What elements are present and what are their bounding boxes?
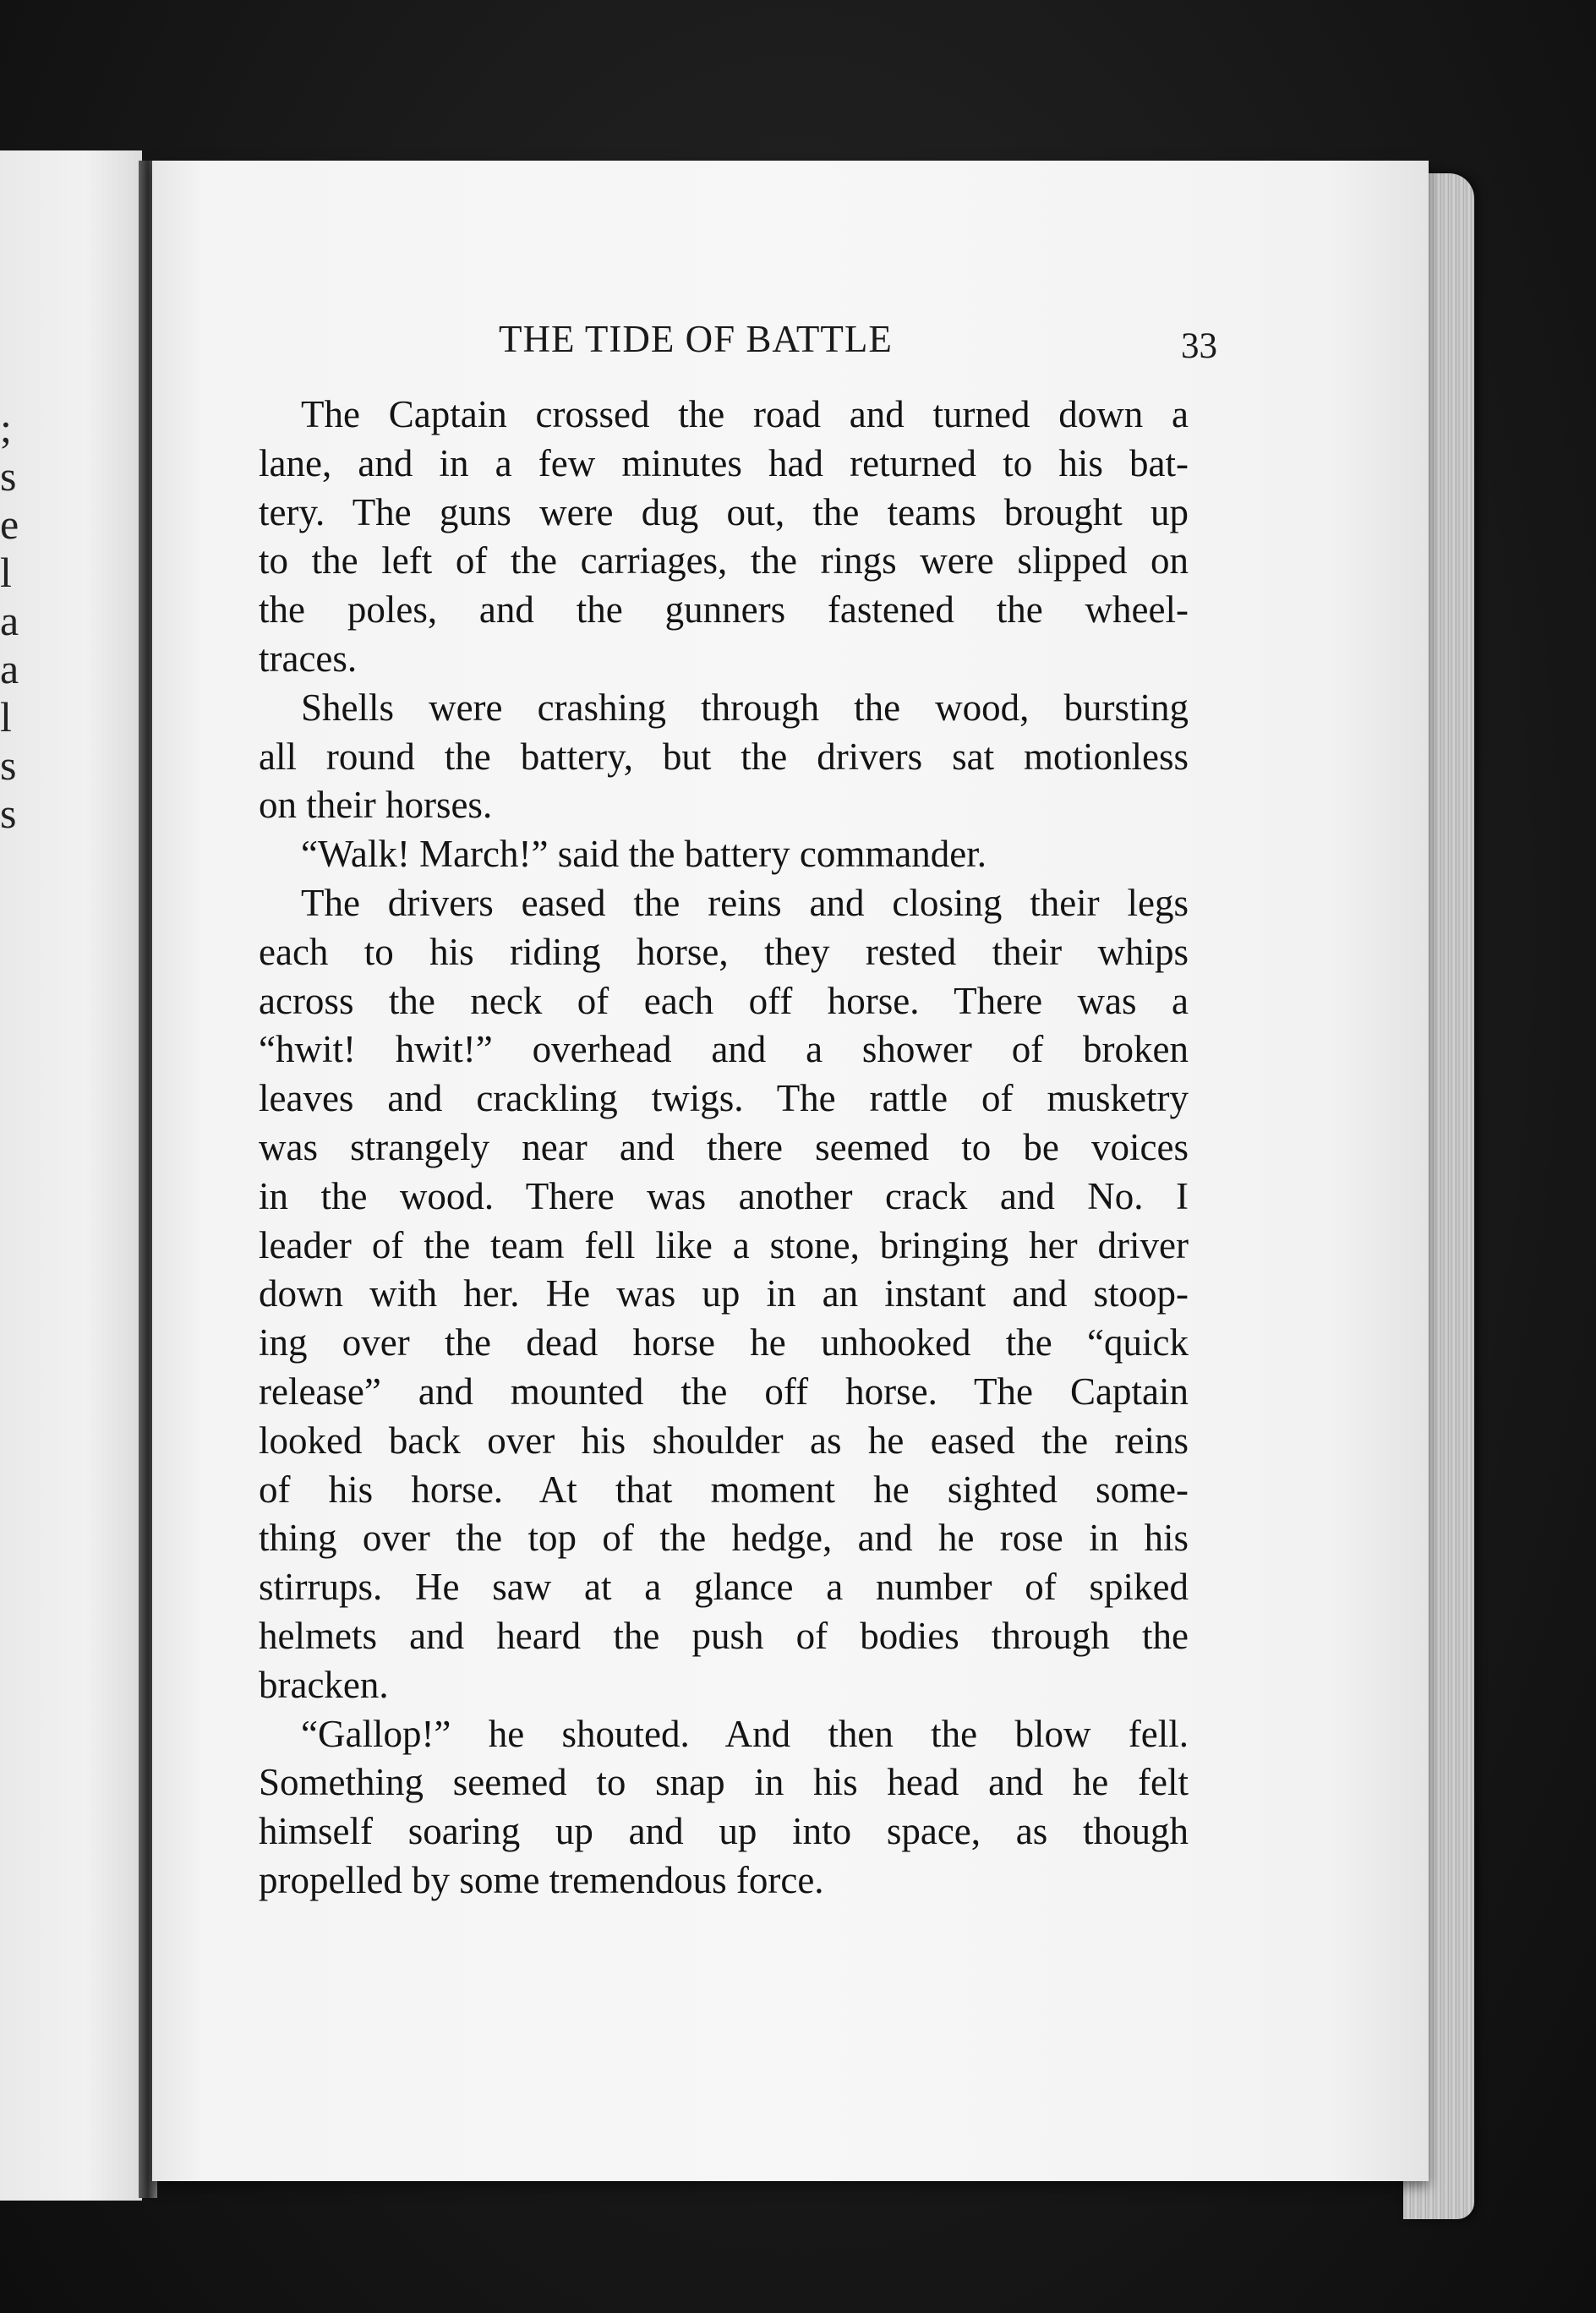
left-fragment: s <box>0 790 17 837</box>
text-line: on their horses. <box>259 784 493 827</box>
text-line: The Captain crossed the road and turned down a <box>301 393 1189 435</box>
left-fragment: l <box>0 549 12 596</box>
paragraph <box>259 1710 1189 1906</box>
text-line: The drivers eased the reins and closing their legs <box>301 881 1189 924</box>
text-line: Shells were crashing through the wood, bursting <box>301 686 1189 729</box>
text-line: in the wood. There was another crack and No. I <box>259 1174 1189 1217</box>
text-line: propelled by some tremendous force. <box>259 1858 824 1901</box>
text-line: “Gallop!” he shouted. And then the blow fell. <box>301 1712 1189 1755</box>
text-line: tery. The guns were dug out, the teams brought up <box>259 490 1189 533</box>
left-page-edge <box>0 150 142 2201</box>
paragraph <box>259 684 1189 830</box>
text-line: lane, and in a few minutes had returned to his bat- <box>259 441 1189 484</box>
left-fragment: a <box>0 645 19 692</box>
left-fragment: a <box>0 597 19 644</box>
text-line: all round the battery, but the drivers sat motionless <box>259 735 1189 778</box>
paragraph <box>259 830 1189 879</box>
text-line: the poles, and the gunners fastened the wheel- <box>259 588 1189 632</box>
text-line: thing over the top of the hedge, and he rose in his <box>259 1517 1189 1560</box>
text-line: of his horse. At that moment he sighted some- <box>259 1468 1189 1511</box>
text-line: each to his riding horse, they rested their whips <box>259 930 1189 973</box>
page-number: 33 <box>1181 326 1217 366</box>
text-line: to the left of the carriages, the rings were slipped on <box>259 539 1189 582</box>
text-line: ing over the dead horse he unhooked the “quick <box>259 1321 1189 1364</box>
text-line: himself soaring up and up into space, as though <box>259 1810 1189 1853</box>
text-line: “hwit! hwit!” overhead and a shower of broken <box>259 1028 1189 1071</box>
left-fragment: ; <box>0 404 12 451</box>
text-line: helmets and heard the push of bodies through the <box>259 1614 1189 1657</box>
paragraph <box>259 879 1189 1710</box>
text-line: was strangely near and there seemed to be voices <box>259 1125 1189 1168</box>
text-line: leaves and crackling twigs. The rattle of musketry <box>259 1077 1189 1120</box>
running-title: THE TIDE OF BATTLE <box>499 318 893 360</box>
text-line: bracken. <box>259 1663 389 1706</box>
paragraph <box>259 391 1189 684</box>
text-line: release” and mounted the off horse. The Captain <box>259 1370 1189 1413</box>
text-line: leader of the team fell like a stone, bringing her driver <box>259 1223 1189 1266</box>
running-head <box>254 317 1217 376</box>
left-fragment: l <box>0 693 12 741</box>
left-fragment: e <box>0 500 19 548</box>
left-page-text-fragments <box>0 404 34 838</box>
left-fragment: s <box>0 452 17 500</box>
text-line: “Walk! March!” said the battery commander. <box>301 833 987 876</box>
text-line: looked back over his shoulder as he eased the reins <box>259 1419 1189 1462</box>
text-line: Something seemed to snap in his head and he felt <box>259 1761 1189 1804</box>
text-line: stirrups. He saw at a glance a number of spiked <box>259 1566 1189 1609</box>
body-text <box>259 391 1189 1906</box>
text-line: down with her. He was up in an instant and stoop- <box>259 1272 1189 1315</box>
text-line: across the neck of each off horse. There was a <box>259 979 1189 1022</box>
text-line: traces. <box>259 637 358 680</box>
left-fragment: s <box>0 741 17 789</box>
